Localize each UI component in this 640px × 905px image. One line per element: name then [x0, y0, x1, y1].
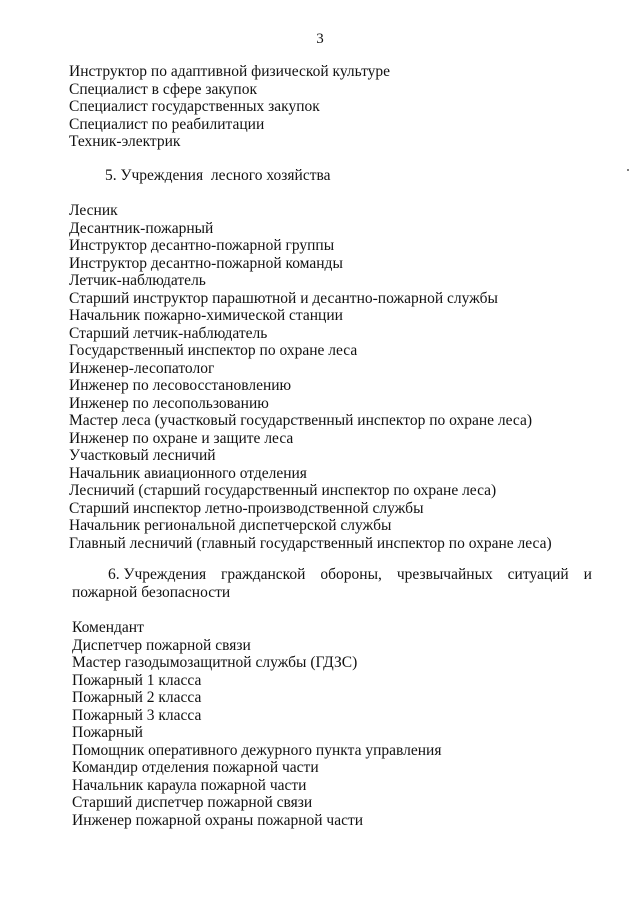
position-list-continued [69, 63, 390, 151]
scan-speck [627, 169, 629, 171]
heading-word: ситуаций [507, 566, 569, 583]
list-item: Инженер пожарной охраны пожарной части [72, 811, 364, 829]
list-item: Пожарный [72, 724, 143, 741]
list-item: Пожарный 1 класса [72, 671, 202, 689]
heading-word: чрезвычайных [396, 566, 493, 583]
list-item: Помощник оперативного дежурного пункта управления [72, 741, 442, 759]
list-item: Государственный инспектор по охране леса [69, 342, 358, 359]
list-item: Пожарный 2 класса [72, 689, 202, 706]
list-item: Старший инспектор летно-производственной службы [69, 499, 424, 517]
list-item: Инструктор десантно-пожарной команды [69, 254, 343, 272]
list-item: Лесничий (старший государственный инспектор по охране леса) [69, 482, 497, 499]
heading-word: гражданской [221, 566, 306, 583]
list-item: Начальник региональной диспетчерской службы [69, 517, 392, 534]
page-number: 3 [316, 31, 324, 47]
list-item: Мастер леса (участковый государственный инспектор по охране леса) [69, 412, 533, 429]
list-item: Участковый лесничий [69, 447, 216, 464]
list-item: Старший диспетчер пожарной связи [72, 794, 313, 811]
list-item: Начальник караула пожарной части [72, 776, 307, 794]
list-item: Начальник пожарно-химической станции [69, 307, 343, 324]
list-item: Командир отделения пожарной части [72, 759, 319, 776]
section-6-list [72, 619, 441, 829]
list-item: Старший летчик-наблюдатель [69, 324, 268, 342]
list-item: Техник-электрик [69, 133, 181, 150]
heading-word: 6. Учреждения [108, 566, 207, 583]
list-item: Инженер-лесопатолог [69, 359, 215, 377]
list-item: Инженер по лесовосстановлению [69, 377, 292, 394]
list-item: Летчик-наблюдатель [69, 272, 206, 289]
section-5-list [69, 202, 552, 552]
list-item: Десантник-пожарный [69, 219, 214, 237]
list-item: Мастер газодымозащитной службы (ГДЗС) [72, 654, 358, 671]
list-item: Комендант [72, 619, 144, 636]
heading-word: обороны, [320, 566, 382, 583]
list-item: Старший инструктор парашютной и десантно-пожарной службы [69, 289, 498, 307]
section-6-heading [108, 566, 592, 584]
list-item: Специалист государственных закупок [69, 98, 320, 115]
list-item: Специалист по реабилитации [69, 115, 265, 133]
list-item: Лесник [69, 202, 118, 219]
list-item: Главный лесничий (главный государственный инспектор по охране леса) [69, 534, 552, 552]
section-5-heading: 5. Учреждения лесного хозяйства [105, 167, 331, 184]
heading-word: и [583, 566, 592, 583]
list-item: Инструктор по адаптивной физической культуре [69, 63, 391, 80]
list-item: Диспетчер пожарной связи [72, 636, 251, 654]
list-item: Пожарный 3 класса [72, 706, 202, 724]
section-6-heading-line2: пожарной безопасности [72, 584, 231, 601]
list-item: Начальник авиационного отделения [69, 464, 307, 482]
list-item: Инженер по охране и защите леса [69, 429, 294, 447]
list-item: Инженер по лесопользованию [69, 394, 269, 412]
list-item: Инструктор десантно-пожарной группы [69, 237, 335, 254]
list-item: Специалист в сфере закупок [69, 80, 258, 98]
